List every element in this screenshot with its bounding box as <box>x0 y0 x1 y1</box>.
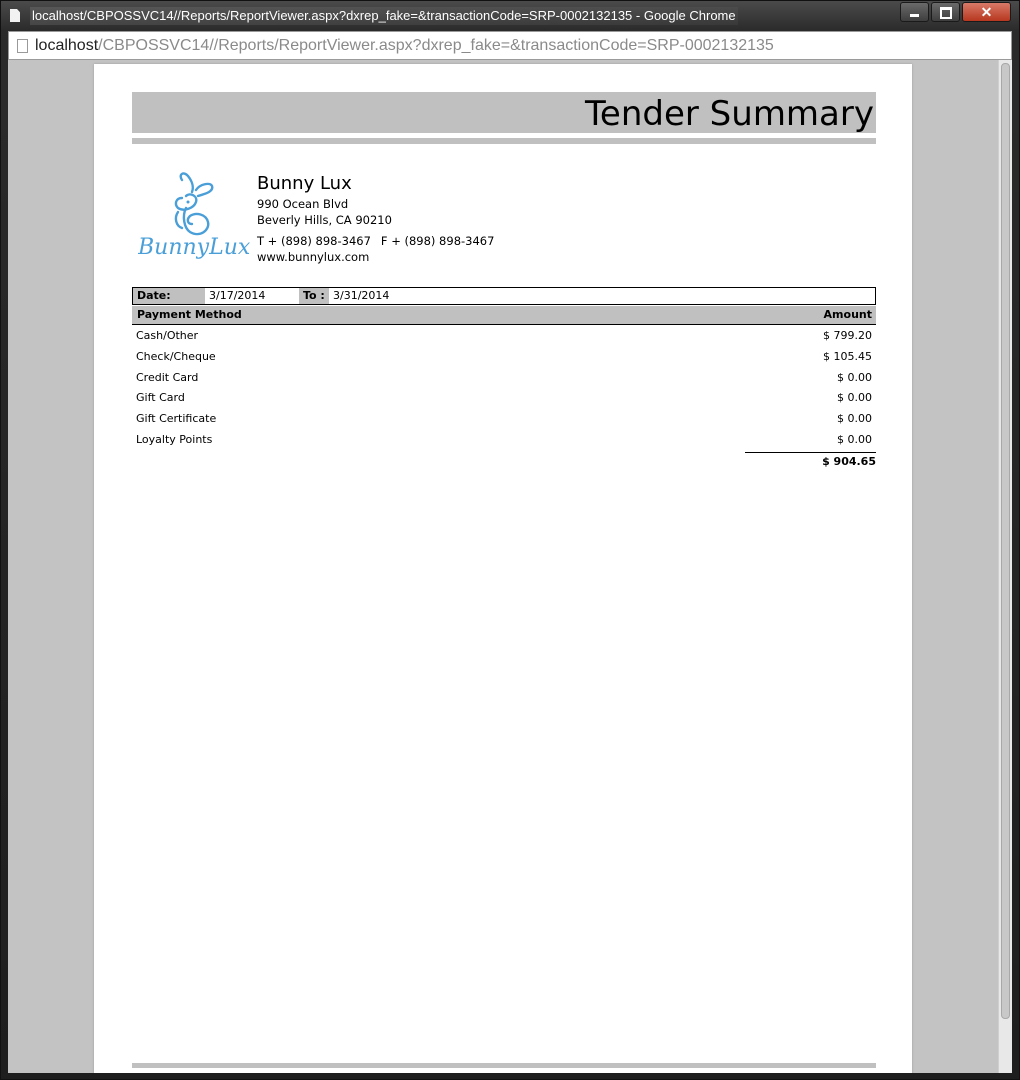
url-text[interactable] <box>35 36 774 56</box>
company-website: www.bunnylux.com <box>257 250 370 264</box>
company-fax: F + (898) 898-3467 <box>380 234 495 248</box>
page-icon <box>10 9 20 22</box>
minimize-button[interactable] <box>900 2 929 22</box>
vertical-scrollbar[interactable] <box>998 60 1012 1073</box>
payment-amount: $ 0.00 <box>837 412 872 426</box>
company-contact <box>257 233 494 249</box>
minimize-icon <box>910 14 919 17</box>
document-icon <box>17 39 28 53</box>
column-amount: Amount <box>823 308 872 321</box>
total-divider <box>745 452 876 453</box>
company-address1: 990 Ocean Blvd <box>257 197 349 211</box>
bunnylux-logo <box>138 172 250 272</box>
payment-method: Gift Certificate <box>136 412 217 426</box>
date-label: Date: <box>133 288 205 304</box>
date-from: 3/17/2014 <box>209 289 266 302</box>
url-path: /CBPOSSVC14//Reports/ReportViewer.aspx?dxrep_fake=&transactionCode=SRP-0002132135 <box>98 37 774 54</box>
maximize-button[interactable] <box>931 2 960 22</box>
scrollbar-thumb[interactable] <box>1001 63 1010 1019</box>
table-row <box>132 430 876 451</box>
report-title: Tender Summary <box>584 94 874 134</box>
company-name: Bunny Lux <box>257 173 352 194</box>
maximize-icon <box>940 7 952 19</box>
close-icon: ✕ <box>980 4 993 20</box>
payment-amount: $ 0.00 <box>837 432 872 446</box>
report-page <box>94 64 912 1073</box>
title-bar[interactable] <box>1 1 1019 31</box>
title-band <box>132 92 876 133</box>
payment-method: Cash/Other <box>136 329 199 342</box>
payment-amount: $ 0.00 <box>837 370 872 384</box>
payment-method: Credit Card <box>136 370 199 384</box>
logo-text: BunnyLux <box>138 235 250 260</box>
column-payment-method: Payment Method <box>137 308 242 321</box>
address-bar[interactable] <box>8 31 1012 60</box>
table-row <box>132 368 876 389</box>
window-title: localhost/CBPOSSVC14//Reports/ReportViewer.aspx?dxrep_fake=&transactionCode=SRP-0002132135 - Google Chrome <box>30 7 738 25</box>
header-divider <box>132 138 876 144</box>
tender-rows <box>132 326 876 451</box>
window-controls <box>898 2 1011 22</box>
page-viewport <box>8 60 1012 1073</box>
company-info <box>257 172 494 265</box>
date-to: 3/31/2014 <box>333 289 390 302</box>
company-address2: Beverly Hills, CA 90210 <box>257 213 392 227</box>
payment-method: Check/Cheque <box>136 349 216 363</box>
table-row <box>132 326 876 347</box>
payment-amount: $ 0.00 <box>837 391 872 405</box>
close-button[interactable] <box>962 2 1011 22</box>
footer-divider <box>132 1063 876 1068</box>
payment-method: Loyalty Points <box>136 432 213 446</box>
company-phone: T + (898) 898-3467 <box>257 234 371 248</box>
payment-amount: $ 799.20 <box>823 329 872 342</box>
table-row <box>132 347 876 368</box>
payment-amount: $ 105.45 <box>823 349 872 363</box>
payment-method: Gift Card <box>136 391 185 405</box>
date-range-row <box>132 287 876 305</box>
to-label: To : <box>299 288 329 304</box>
table-row <box>132 409 876 430</box>
table-row <box>132 388 876 409</box>
total-amount: $ 904.65 <box>822 455 876 468</box>
url-host: localhost <box>35 37 99 54</box>
column-header <box>132 306 876 325</box>
